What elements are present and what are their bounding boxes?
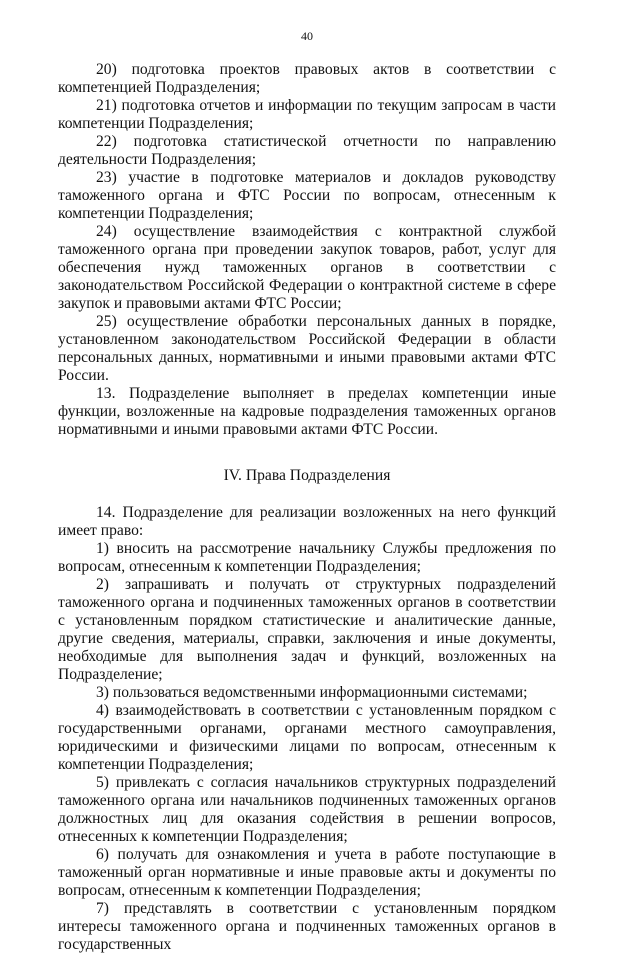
paragraph: 22) подготовка статистической отчетности по направлению деятельности Подразделения;	[58, 133, 556, 168]
paragraph: 4) взаимодействовать в соответствии с установленным порядком с государственными органами, органами местного самоуправления, юридическими и физическими лицами по вопросам, отнесенным к компетенции Подразделения;	[58, 702, 556, 773]
paragraph: 3) пользоваться ведомственными информационными системами;	[96, 684, 528, 701]
paragraph: 14. Подразделение для реализации возложенных на него функций имеет право:	[58, 504, 556, 539]
paragraph: 23) участие в подготовке материалов и докладов руководству таможенного органа и ФТС России по вопросам, отнесенным к компетенции Подразделения;	[58, 169, 556, 222]
paragraph: 13. Подразделение выполняет в пределах компетенции иные функции, возложенные на кадровые подразделения таможенных органов нормативными и иными правовыми актами ФТС России.	[58, 385, 556, 438]
page-number: 40	[301, 29, 313, 43]
paragraph: 1) вносить на рассмотрение начальнику Службы предложения по вопросам, отнесенным к компетенции Подразделения;	[58, 540, 556, 575]
paragraph: 7) представлять в соответствии с установленным порядком интересы таможенного органа и подчиненных таможенных органов в государственных	[58, 900, 556, 953]
paragraph: 25) осуществление обработки персональных данных в порядке, установленном законодательством Российской Федерации в области персональных данных, нормативными и иными правовыми актами ФТС России.	[58, 313, 556, 384]
paragraph: 24) осуществление взаимодействия с контрактной службой таможенного органа при проведении закупок товаров, работ, услуг для обеспечения нужд таможенных органов в соответствии с законодательством Российской Федерации о контрактной системе в сфере закупок и правовыми актами ФТС России;	[58, 223, 556, 312]
paragraph: 6) получать для ознакомления и учета в работе поступающие в таможенный орган нормативные и иные правовые акты и документы по вопросам, отнесенным к компетенции Подразделения;	[58, 846, 556, 899]
section-heading: IV. Права Подразделения	[223, 467, 391, 484]
functions-list-continued	[58, 61, 556, 439]
paragraph: 5) привлекать с согласия начальников структурных подразделений таможенного органа или начальников подчиненных таможенных органов должностных лиц для оказания содействия в решении вопросов, отнесенных к компетенции Подразделения;	[58, 774, 556, 845]
paragraph: 2) запрашивать и получать от структурных подразделений таможенного органа и подчиненных таможенных органов в соответствии с установленным порядком статистические и аналитические данные, другие сведения, материалы, справки, заключения и иные документы, необходимые для выполнения задач и функций, возложенных на Подразделение;	[58, 576, 556, 683]
paragraph: 21) подготовка отчетов и информации по текущим запросам в части компетенции Подразделения;	[58, 97, 556, 132]
paragraph: 20) подготовка проектов правовых актов в соответствии с компетенцией Подразделения;	[58, 61, 556, 96]
rights-list	[58, 504, 556, 954]
